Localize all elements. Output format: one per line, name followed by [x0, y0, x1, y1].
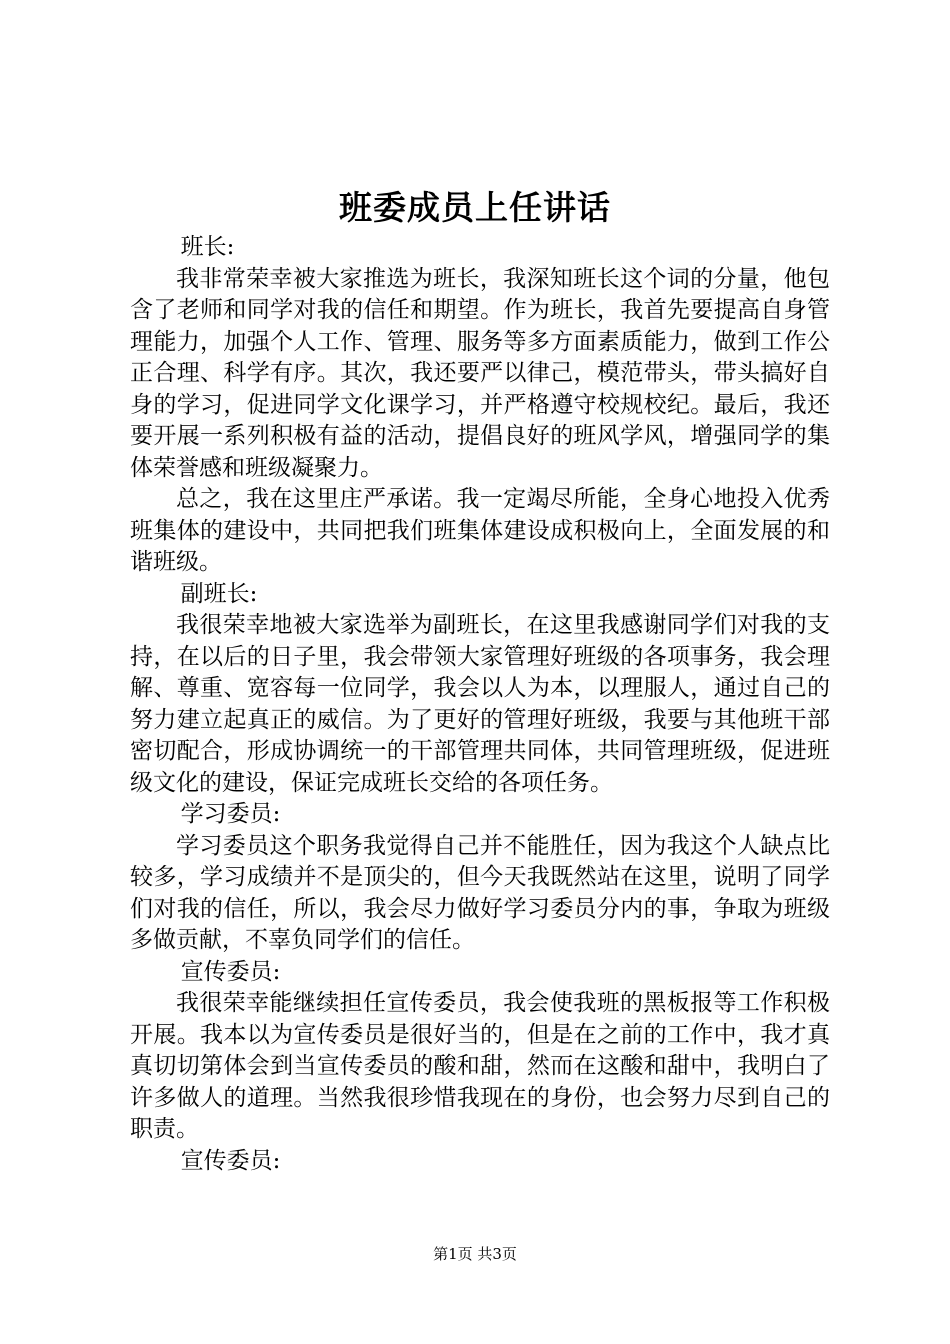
role-heading-study-committee: 学习委员:	[180, 801, 281, 827]
page-title: 班委成员上任讲话	[339, 188, 611, 227]
paragraph-publicity-committee: 我很荣幸能继续担任宣传委员，我会使我班的黑板报等工作积极开展。我本以为宣传委员是很好当的，但是在之前的工作中，我才真真切切第体会到当宣传委员的酸和甜，然而在这酸和甜中，我明白了许多做人的道理。当然我很珍惜我现在的身份，也会努力尽到自己的职责。	[130, 990, 830, 1142]
paragraph-study-committee: 学习委员这个职务我觉得自己并不能胜任，因为我这个人缺点比较多，学习成绩并不是顶尖的，但今天我既然站在这里，说明了同学们对我的信任，所以，我会尽力做好学习委员分内的事，争取为班级多做贡献，不辜负同学们的信任。	[130, 832, 830, 953]
paragraph-monitor-2: 总之，我在这里庄严承诺。我一定竭尽所能，全身心地投入优秀班集体的建设中，共同把我们班集体建设成积极向上，全面发展的和谐班级。	[130, 486, 830, 575]
role-heading-publicity-committee-2: 宣传委员:	[180, 1147, 281, 1174]
role-heading-publicity-committee: 宣传委员:	[180, 958, 281, 985]
speech-body	[130, 232, 830, 1177]
role-heading-monitor: 班长:	[180, 234, 235, 260]
role-heading-vice-monitor: 副班长:	[180, 580, 258, 607]
paragraph-vice-monitor: 我很荣幸地被大家选举为副班长，在这里我感谢同学们对我的支持，在以后的日子里，我会带领大家管理好班级的各项事务，我会理解、尊重、宽容每一位同学，我会以人为本，以理服人，通过自己的努力建立起真正的威信。为了更好的管理好班级，我要与其他班干部密切配合，形成协调统一的干部管理共同体，共同管理班级，促进班级文化的建设，保证完成班长交给的各项任务。	[130, 612, 830, 796]
paragraph-monitor-1: 我非常荣幸被大家推选为班长，我深知班长这个词的分量，他包含了老师和同学对我的信任和期望。作为班长，我首先要提高自身管理能力，加强个人工作、管理、服务等多方面素质能力，做到工作公正合理、科学有序。其次，我还要严以律己，模范带头，带头搞好自身的学习，促进同学文化课学习，并严格遵守校规校纪。最后，我还要开展一系列积极有益的活动，提倡良好的班风学风，增强同学的集体荣誉感和班级凝聚力。	[130, 265, 830, 481]
page-number-footer: 第1页 共3页	[433, 1245, 517, 1263]
